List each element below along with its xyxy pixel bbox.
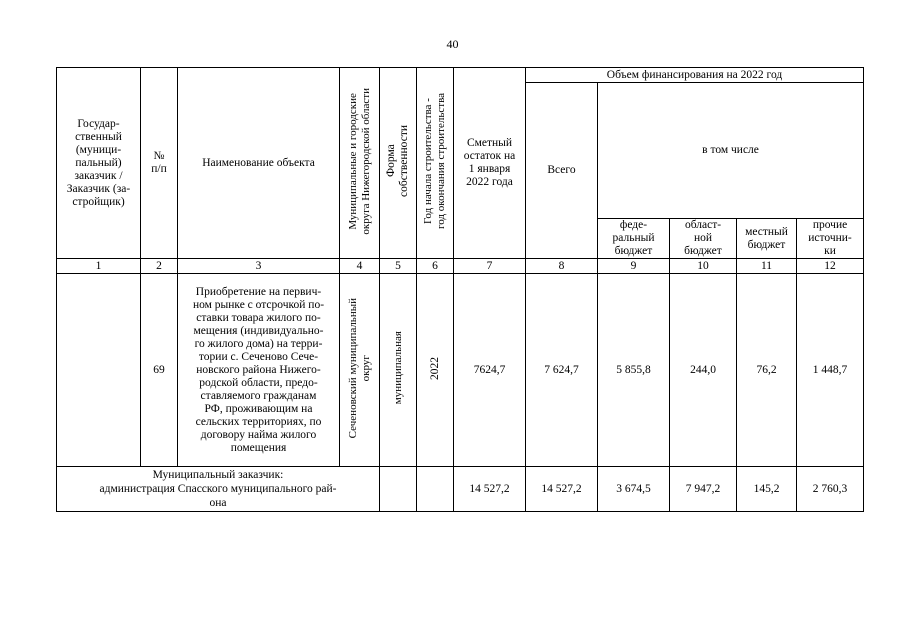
header-federal: феде- ральный бюджет (598, 219, 670, 259)
column-number: 5 (380, 259, 417, 274)
column-number: 1 (57, 259, 141, 274)
header-district: Муниципальные и городские округа Нижегородской области (346, 87, 372, 235)
header-other: прочие источни- ки (797, 219, 864, 259)
summary-estimate-remainder: 14 527,2 (454, 467, 526, 512)
header-years: Год начала строительства - год окончания строительства (422, 93, 447, 229)
column-number: 10 (670, 259, 737, 274)
row-regional: 244,0 (670, 274, 737, 467)
summary-empty (380, 467, 417, 512)
header-num: № п/п (141, 68, 178, 259)
row-total: 7 624,7 (526, 274, 598, 467)
row-num: 69 (141, 274, 178, 467)
row-district: Сеченовский муниципальный округ (346, 297, 372, 439)
summary-row (57, 467, 864, 512)
column-number: 4 (340, 259, 380, 274)
summary-regional: 7 947,2 (670, 467, 737, 512)
header-including: в том числе (598, 83, 864, 219)
column-number: 12 (797, 259, 864, 274)
financing-table (56, 67, 864, 512)
row-years: 2022 (428, 356, 441, 380)
row-customer (57, 274, 141, 467)
row-estimate-remainder: 7624,7 (454, 274, 526, 467)
column-number: 6 (417, 259, 454, 274)
row-ownership: муниципальная (391, 331, 404, 405)
summary-empty (417, 467, 454, 512)
column-number-row (57, 259, 864, 274)
header-row-1 (57, 68, 864, 83)
row-other: 1 448,7 (797, 274, 864, 467)
row-district-cell (340, 274, 380, 467)
header-ownership: Форма собственности (385, 125, 410, 197)
column-number: 3 (178, 259, 340, 274)
column-number: 11 (737, 259, 797, 274)
row-ownership-cell (380, 274, 417, 467)
summary-label: Муниципальный заказчик: администрация Спасского муниципального рай- она (57, 467, 380, 512)
table-row (57, 274, 864, 467)
column-number: 8 (526, 259, 598, 274)
summary-other: 2 760,3 (797, 467, 864, 512)
header-customer: Государ- ственный (муници- пальный) заказчик / Заказчик (за- стройщик) (57, 68, 141, 259)
column-number: 9 (598, 259, 670, 274)
summary-total: 14 527,2 (526, 467, 598, 512)
header-local: местный бюджет (737, 219, 797, 259)
row-years-cell (417, 274, 454, 467)
header-district-cell (340, 68, 380, 259)
header-funding-group: Объем финансирования на 2022 год (526, 68, 864, 83)
header-estimate-remainder: Сметный остаток на 1 января 2022 года (454, 68, 526, 259)
column-number: 7 (454, 259, 526, 274)
summary-local: 145,2 (737, 467, 797, 512)
row-federal: 5 855,8 (598, 274, 670, 467)
row-local: 76,2 (737, 274, 797, 467)
header-regional: област- ной бюджет (670, 219, 737, 259)
header-ownership-cell (380, 68, 417, 259)
header-object-name: Наименование объекта (178, 68, 340, 259)
header-total: Всего (526, 83, 598, 259)
column-number: 2 (141, 259, 178, 274)
header-years-cell (417, 68, 454, 259)
row-object-name: Приобретение на первич- ном рынке с отсрочкой по- ставки товара жилого по- мещения (индивидуально- го жилого дома) на терри- тории с. Сеченово Сече- новского района Нижего- родской области, предо- ставляемого гражданам РФ, проживающим на сельских территориях, по договору найма жилого помещения (178, 274, 340, 467)
page-number: 40 (446, 37, 459, 51)
summary-federal: 3 674,5 (598, 467, 670, 512)
